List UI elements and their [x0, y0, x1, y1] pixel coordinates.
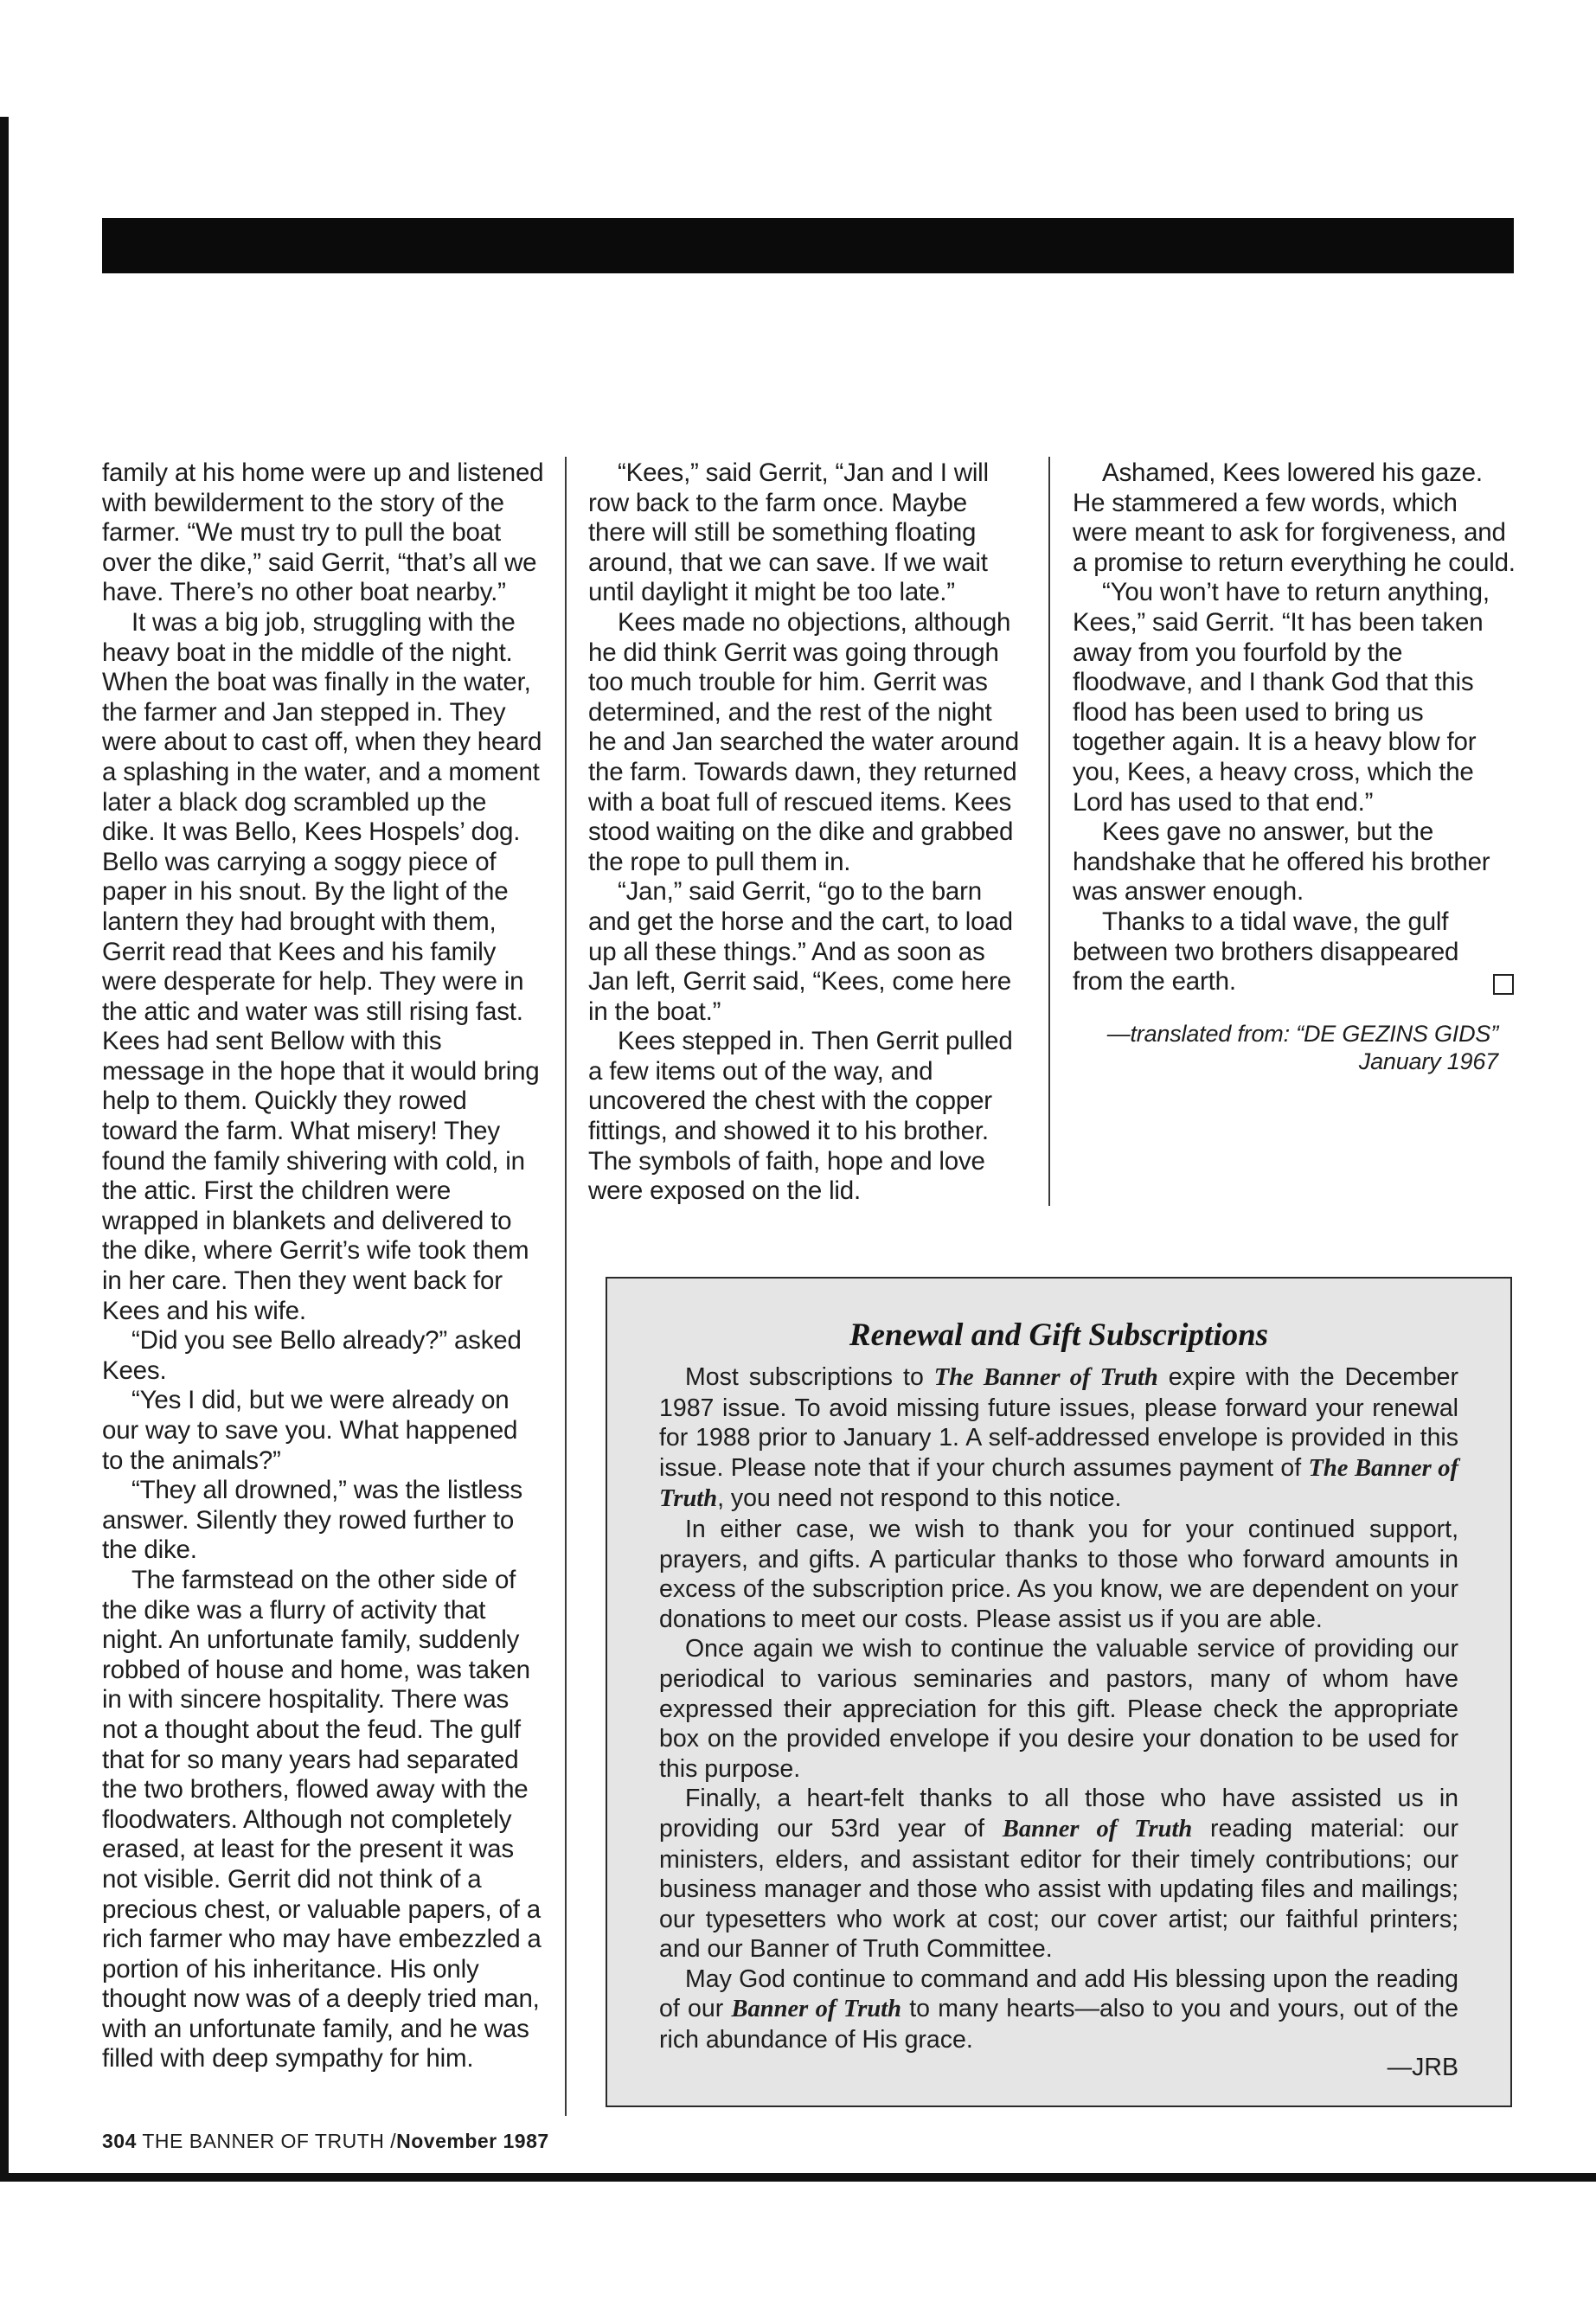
paragraph: Kees gave no answer, but the handshake that he offered his brother was answer enough.: [1073, 817, 1490, 907]
notice-text: , you need not respond to this notice.: [717, 1484, 1122, 1513]
attribution-source: —translated from: “DE GEZINS GIDS”: [1106, 1020, 1498, 1047]
page-bottom-edge: [0, 2173, 1596, 2182]
paragraph: “Did you see Bello already?” asked Kees.: [102, 1326, 522, 1385]
notice-signoff: —JRB: [1387, 2053, 1458, 2081]
paragraph: The farmstead on the other side of the dike was a flurry of activity that night. An unfortunate family, suddenly robbed of house and home, was taken in with sincere hospitality. There was not a thought about the feud. The gulf that for so many years had separated the two brothers, flowed away with the floodwaters. Although not completely erased, at least for the present it was not visible. Gerrit did not think of a precious chest, or valuable papers, of a rich farmer who may have embezzled a portion of his inheritance. His only thought now was of a deeply tried man, with an unfortunate family, and he was filled with deep sympathy for him.: [102, 1565, 542, 2073]
column-rule-2: [1048, 457, 1050, 1206]
notice-title: Renewal and Gift Subscriptions: [849, 1317, 1269, 1353]
publication-title: THE BANNER OF TRUTH /: [142, 2130, 397, 2152]
notice-text: reading material: our ministers, elders, and assistant editor for their timely contributions; our business manager and those who assist with updating files and mailings; our typesetters who work at cost; our cover artist; our faithful printers; and our Banner of Truth Committee.: [659, 1814, 1458, 1964]
publication-name: Banner of Truth: [731, 1996, 901, 2023]
column-1: [102, 458, 545, 2074]
column-2: [588, 458, 1024, 1207]
notice-paragraph-4: [659, 1784, 1458, 1965]
paragraph: “Yes I did, but we were already on our way to save you. What happened to the animals?”: [102, 1386, 518, 1475]
notice-body: [659, 1362, 1458, 2055]
paragraph: Ashamed, Kees lowered his gaze. He stammered a few words, which were meant to ask for forgiveness, and a promise to return everything he could.: [1073, 458, 1516, 577]
subscription-notice-box: [606, 1277, 1512, 2107]
paragraph: Thanks to a tidal wave, the gulf between two brothers disappeared from the earth.: [1073, 907, 1516, 997]
notice-paragraph-1: [659, 1362, 1458, 1515]
paragraph: Kees stepped in. Then Gerrit pulled a few items out of the way, and uncovered the chest with the copper fittings, and showed it to his brother. The symbols of faith, hope and love were exposed on the lid.: [588, 1027, 1013, 1206]
paragraph: “You won’t have to return anything, Kees,” said Gerrit. “It has been taken away from you fourfold by the floodwave, and I thank God that this flood has been used to bring us together again. It is a heavy blow for you, Kees, a heavy cross, which the Lord has used to that end.”: [1073, 578, 1490, 817]
column-3: [1073, 458, 1516, 1075]
notice-text: expire with the December 1987 issue. To avoid missing future issues, please forward your renewal for 1988 prior to January 1. A self-addressed envelope is provided in this issue. Please note that if your church assumes payment of: [659, 1363, 1459, 1482]
notice-text: to many hearts—also to you and yours, out of the rich abundance of His grace.: [659, 1995, 1458, 2054]
attribution: [1073, 1020, 1516, 1075]
notice-text: Finally, a heart-felt thanks to all those who have assisted us in providing our 53rd year of: [659, 1785, 1458, 1843]
publication-name: The Banner of Truth: [659, 1454, 1458, 1513]
paragraph: “Jan,” said Gerrit, “go to the barn and get the horse and the cart, to load up all these things.” And as soon as Jan left, Gerrit said, “Kees, come here in the boat.”: [588, 877, 1013, 1026]
paragraph: Kees made no objections, although he did think Gerrit was going through too much trouble for him. Gerrit was determined, and the rest of the night he and Jan searched the water around the farm. Towards dawn, they returned with a boat full of rescued items. Kees stood waiting on the dike and grabbed the rope to pull them in.: [588, 607, 1019, 876]
notice-text: Most subscriptions to: [685, 1363, 934, 1391]
header-bar: [102, 218, 1514, 273]
paragraph: “They all drowned,” was the listless answer. Silently they rowed further to the dike.: [102, 1476, 522, 1565]
end-of-article-box-icon: [1493, 974, 1514, 995]
paragraph: It was a big job, struggling with the heavy boat in the middle of the night. When the boat was finally in the water, the farmer and Jan stepped in. They were about to cast off, when they heard a splashing in the water, and a moment later a black dog scrambled up the dike. It was Bello, Kees Hospels’ dog. Bello was carrying a soggy piece of paper in his snout. By the light of the lantern they had brought with them, Gerrit read that Kees and his family were desperate for help. They were in the attic and water was still rising fast. Kees had sent Bellow with this message in the hope that it would bring help to them. Quickly they rowed toward the farm. What misery! They found the family shivering with cold, in the attic. First the children were wrapped in blankets and delivered to the dike, where Gerrit’s wife took them in her care. Then they went back for Kees and his wife.: [102, 607, 542, 1325]
publication-name: Banner of Truth: [1002, 1815, 1193, 1843]
page-number: 304: [102, 2130, 137, 2152]
attribution-date: January 1967: [1358, 1048, 1498, 1074]
issue-date: November 1987: [396, 2130, 549, 2152]
paragraph: “Kees,” said Gerrit, “Jan and I will row back to the farm once. Maybe there will still be something floating around, that we can save. If we wait until daylight it might be too late.”: [588, 458, 989, 607]
notice-paragraph-3: Once again we wish to continue the valuable service of providing our periodical to various seminaries and pastors, many of whom have expressed their appreciation for this gift. Please check the appropriate box on the provided envelope if you desire your donation to be used for this purpose.: [659, 1635, 1458, 1783]
column-rule-1: [565, 457, 567, 2116]
notice-paragraph-2: In either case, we wish to thank you for your continued support, prayers, and gifts. A particular thanks to those who forward amounts in excess of the subscription price. As you know, we are dependent on your donations to meet our costs. Please assist us if you are able.: [659, 1515, 1458, 1633]
scan-top-margin: [0, 0, 1596, 117]
notice-text: May God continue to command and add His blessing upon the reading of our: [659, 1965, 1458, 2023]
notice-paragraph-5: [659, 1965, 1458, 2055]
page-left-edge: [0, 117, 9, 2180]
page-footer: [102, 2130, 549, 2153]
publication-name: The Banner of Truth: [933, 1364, 1158, 1391]
scan-bottom-margin: [0, 2182, 1596, 2301]
paragraph: family at his home were up and listened with bewilderment to the story of the farmer. “We must try to pull the boat over the dike,” said Gerrit, “that’s all we have. There’s no other boat nearby.”: [102, 458, 544, 607]
